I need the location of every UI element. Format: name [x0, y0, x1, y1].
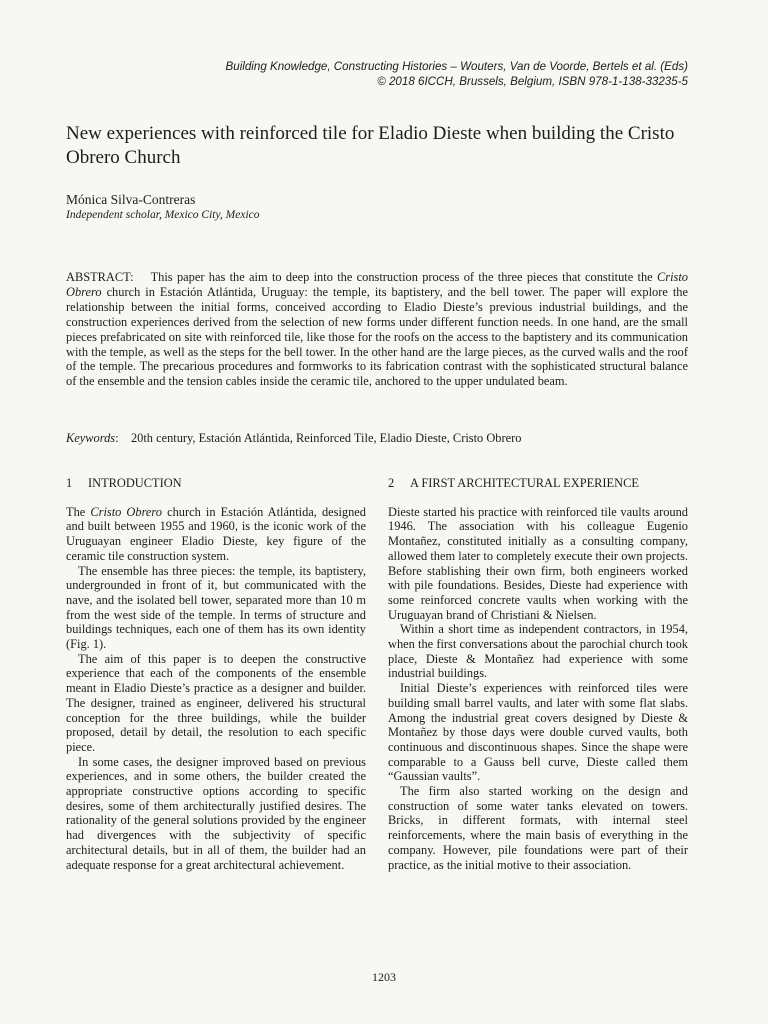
italic-term: Cristo Obrero	[90, 504, 162, 519]
paragraph-text: church in Estación Atlántida, designed and built between 1955 and 1960, is the iconic work of the Uruguayan engineer Eladio Dieste, key figure of the ceramic tile construction system.	[66, 504, 366, 563]
section-1-heading	[66, 476, 366, 491]
abstract-label: ABSTRACT:	[66, 270, 134, 284]
section-2-paragraph: The firm also started working on the design and construction of some water tanks elevated on towers. Bricks, in different formats, with internal steel reinforcements, where the main basis of everything in the company. However, pile foundations were part of their practice, as the initial motive to their association.	[388, 784, 688, 872]
header-citation: Building Knowledge, Constructing Histories – Wouters, Van de Voorde, Bertels et al. (Eds)	[225, 60, 688, 73]
section-2-paragraph: Dieste started his practice with reinforced tile vaults around 1946. The association with his colleague Eugenio Montañez, constituted initially as a consulting company, allowed them later to completely execute their own projects. Before stablishing their own firm, both engineers worked with pile foundations. Besides, Dieste had experience with some reinforced concrete vaults when working with the Uruguayan brand of Christiani & Nielsen.	[388, 504, 688, 622]
header-copyright: © 2018 6ICCH, Brussels, Belgium, ISBN 978-1-138-33235-5	[377, 75, 688, 88]
section-2-paragraph: Within a short time as independent contractors, in 1954, when the first conversations about the parochial church took place, Dieste & Montañez had experience with some industrial buildings.	[388, 622, 688, 681]
section-2-title: A FIRST ARCHITECTURAL EXPERIENCE	[410, 476, 639, 490]
section-2-paragraph: Initial Dieste’s experiences with reinforced tiles were building small barrel vaults, and later with some flat slabs. Among the industrial great covers designed by Dieste & Montañez by those days were double curved vaults, both continuous and discontinuous shapes. Since the shape were comparable to a Gauss bell curve, Dieste called them “Gaussian vaults”.	[388, 681, 688, 784]
author-name: Mónica Silva-Contreras	[66, 192, 196, 207]
left-column	[66, 476, 366, 872]
keywords: Keywords: 20th century, Estación Atlántida, Reinforced Tile, Eladio Dieste, Cristo Obrero	[66, 431, 522, 445]
section-1-paragraph	[66, 505, 366, 564]
paragraph-text: The	[66, 504, 86, 519]
abstract-text-start: This paper has the aim to deep into the construction process of the three pieces that constitute the	[150, 270, 653, 284]
section-1-paragraph: The ensemble has three pieces: the temple, its baptistery, undergrounded in front of it, but communicated with the nave, and the isolated bell tower, separated more than 10 m from the west side of the temple. In terms of structure and buildings techniques, each one of them has its own identity (Fig. 1).	[66, 563, 366, 652]
author-affiliation: Independent scholar, Mexico City, Mexico	[66, 209, 260, 221]
section-1-title: INTRODUCTION	[88, 476, 182, 490]
section-2-number: 2	[388, 476, 395, 490]
paper-title: New experiences with reinforced tile for Eladio Dieste when building the Cristo Obrero Church	[66, 123, 675, 168]
section-1-paragraph: In some cases, the designer improved based on previous experiences, and in some others, the builder created the appropriate constructive options according to specific desires, some of them architecturally justified desires. The rationality of the general solutions provided by the engineer had divergences with the subjectivity of specific architectural details, but in all of them, the builder had an adequate response for a great architectural achievement.	[66, 754, 366, 872]
running-header	[226, 59, 688, 89]
abstract	[66, 270, 688, 389]
keywords-list: 20th century, Estación Atlántida, Reinforced Tile, Eladio Dieste, Cristo Obrero	[130, 431, 522, 445]
right-column	[388, 476, 688, 872]
page-number: 1203	[372, 970, 396, 984]
abstract-text-rest: church in Estación Atlántida, Uruguay: the temple, its baptistery, and the bell tower. The paper will explore the relationship between the initial forms, conceived according to Eladio Dieste’s previous industrial buildings, and the construction experiences derived from the selection of new forms under different function needs. In one hand, are the small pieces prefabricated on site with reinforced tile, like those for the roofs on the access to the baptistery and its communication with the temple, as well as the steps for the bell tower. In the other hand are the large pieces, as the curved walls and the roof of the temple. The precarious procedures and formworks to its fabrication contrast with the sophisticated structural balance of the ensemble and the tension cables inside the ceramic tile, anchored to the upper undulated beam.	[66, 284, 688, 389]
section-2-heading	[388, 476, 688, 491]
keywords-label: Keywords	[66, 431, 116, 445]
section-1-paragraph: The aim of this paper is to deepen the constructive experience that each of the components of the ensemble meant in Eladio Dieste’s practice as a designer and builder. The designer, trained as engineer, delivered his structural conception for the three buildings, while the builder proposed, detail by detail, the resolution to each specific piece.	[66, 651, 366, 754]
section-1-number: 1	[66, 476, 73, 490]
abstract-italic-term: Cristo Obrero	[66, 270, 688, 299]
